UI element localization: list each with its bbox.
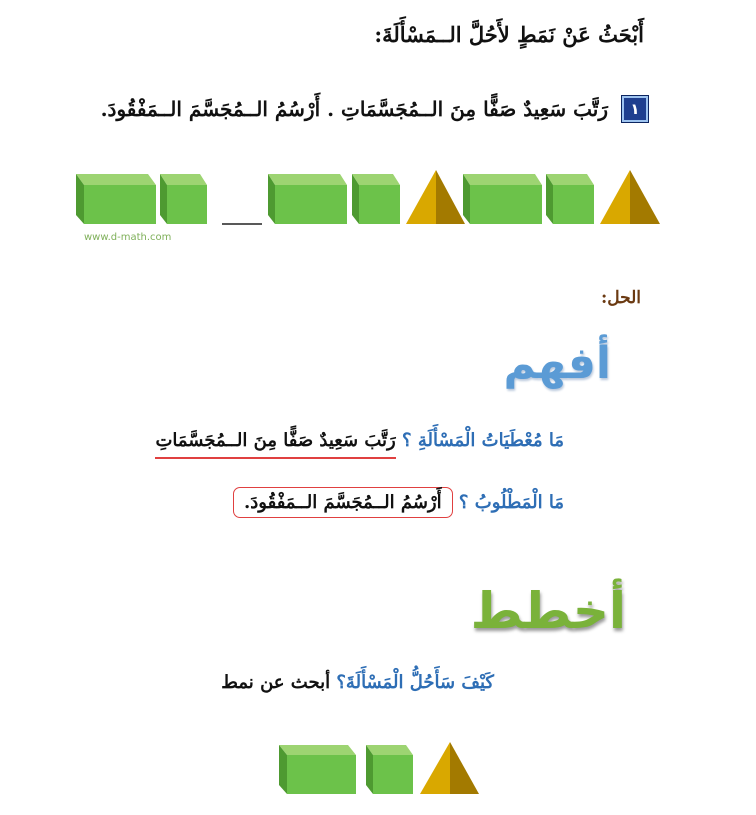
plan-answer: أبحث عن نمط — [221, 672, 331, 693]
yellow-pyramid-2 — [600, 170, 660, 224]
problem-number-badge: ١ — [622, 96, 648, 122]
given-answer: رَتَّبَ سَعِيدٌ صَفًّا مِنَ الــمُجَسَّمَاتِ — [155, 430, 395, 459]
required-question: مَا الْمَطْلُوبُ ؟ — [458, 492, 564, 513]
plan-shape-row — [0, 730, 756, 810]
large-green-box-plan — [279, 745, 356, 794]
yellow-pyramid-1 — [406, 170, 465, 224]
plan-title: أخطط — [470, 582, 626, 640]
page-heading: أَبْحَثُ عَنْ نَمَطٍ لأَحُلَّ الــمَسْأَلَةَ: — [374, 22, 644, 47]
large-green-box-3 — [463, 174, 542, 224]
understand-title: أفهم — [503, 338, 611, 389]
watermark: www.d-math.com — [84, 232, 172, 243]
required-answer: أَرْسُمُ الــمُجَسَّمَ الــمَفْقُودَ. — [233, 487, 453, 518]
small-green-box-plan — [366, 745, 413, 794]
plan-row — [221, 672, 494, 693]
small-green-box-2 — [352, 174, 400, 224]
problem-text: رَتَّبَ سَعِيدٌ صَفًّا مِنَ الــمُجَسَّمَاتِ . أَرْسُمُ الــمُجَسَّمَ الــمَفْقُودَ. — [100, 97, 608, 121]
given-question: مَا مُعْطَيَاتُ الْمَسْأَلَةِ ؟ — [402, 430, 564, 451]
given-row — [155, 430, 564, 451]
problem-statement — [101, 96, 648, 122]
large-green-box-1 — [76, 174, 156, 224]
plan-question: كَيْفَ سَأَحُلُّ الْمَسْأَلَةَ؟ — [336, 672, 494, 693]
small-green-box-3 — [546, 174, 594, 224]
required-row — [231, 492, 564, 513]
yellow-pyramid-plan — [420, 742, 479, 794]
large-green-box-2 — [268, 174, 347, 224]
small-green-box-1 — [160, 174, 207, 224]
solution-label: الحل: — [600, 288, 641, 308]
